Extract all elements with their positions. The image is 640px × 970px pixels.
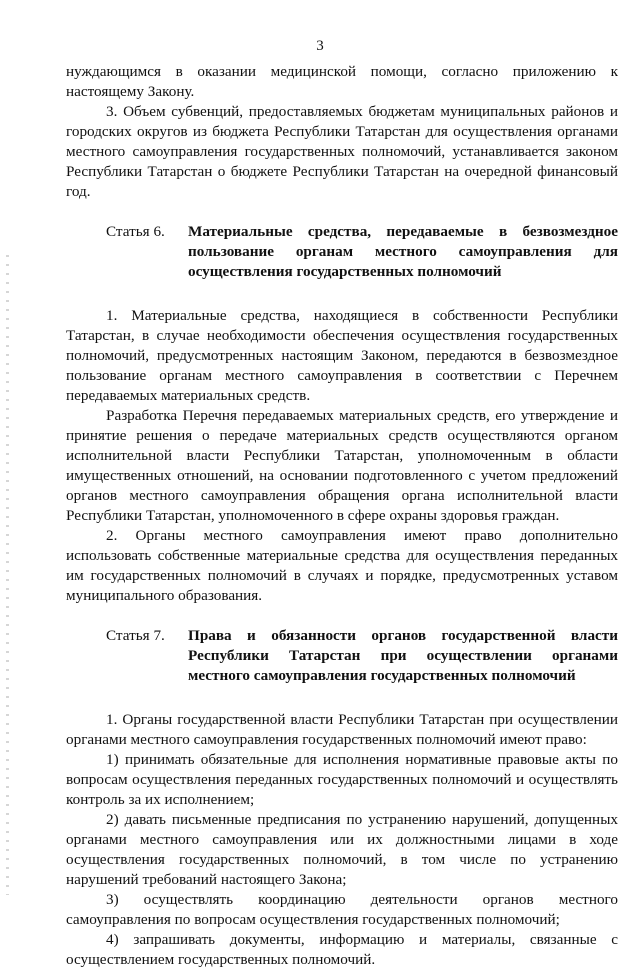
article-6-title: Материальные средства, передаваемые в безвозмездное пользование органам местного самоуправления для осуществления государственных полномочий [188, 223, 618, 280]
article-7-label: Статья 7. [106, 627, 165, 644]
scan-edge-marks [6, 255, 9, 895]
article-6-paragraph-3: 2. Органы местного самоуправления имеют право дополнительно использовать собственные материальные средства для осуществления переданных им государственных полномочий в случаях и порядке, предусмотренных уставом муниципального образования. [66, 527, 618, 604]
article-7-item-1: 1) принимать обязательные для исполнения нормативные правовые акты по вопросам осуществления переданных государственных полномочий и осуществлять контроль за их исполнением; [66, 751, 618, 808]
article-7-item-3: 3) осуществлять координацию деятельности органов местного самоуправления по вопросам осуществления государственных полномочий; [66, 891, 618, 928]
article-6-paragraph-1: 1. Материальные средства, находящиеся в собственности Республики Татарстан, в случае необходимости обеспечения осуществления государственных полномочий, предусмотренных настоящим Законом, передаются в безвозмездное пользование органам местного самоуправления в соответствии с Перечнем передаваемых материальных средств. [66, 307, 618, 404]
paragraph-3: 3. Объем субвенций, предоставляемых бюджетам муниципальных районов и городских округов из бюджета Республики Татарстан для осуществления органами местного самоуправления государственных полномочий, устанавливается законом Республики Татарстан о бюджете Республики Татарстан на очередной финансовый год. [66, 103, 618, 200]
paragraph-continuation: нуждающимся в оказании медицинской помощи, согласно приложению к настоящему Закону. [66, 63, 618, 100]
article-6-heading [66, 222, 618, 282]
article-6-paragraph-2: Разработка Перечня передаваемых материальных средств, его утверждение и принятие решения о передаче материальных средств осуществляются органом исполнительной власти Республики Татарстан, уполномоченным в области имущественных отношений, на основании подготовленного с учетом предложений органов местного самоуправления обращения органа исполнительной власти Республики Татарстан, уполномоченного в сфере охраны здоровья граждан. [66, 407, 618, 524]
article-6-label: Статья 6. [106, 223, 165, 240]
page-number: 3 [316, 38, 324, 54]
article-7-title: Права и обязанности органов государственной власти Республики Татарстан при осуществлении органами местного самоуправления государственных полномочий [188, 627, 618, 684]
article-7-heading [66, 626, 618, 686]
article-7-paragraph-1: 1. Органы государственной власти Республики Татарстан при осуществлении органами местного самоуправления государственных полномочий имеют право: [66, 711, 618, 748]
article-7-item-2: 2) давать письменные предписания по устранению нарушений, допущенных органами местного самоуправления или их должностными лицами в ходе осуществления государственных полномочий, в том числе по устранению нарушений требований настоящего Закона; [66, 811, 618, 888]
article-7-item-4: 4) запрашивать документы, информацию и материалы, связанные с осуществлением государственных полномочий. [66, 931, 618, 968]
document-body [66, 62, 618, 970]
